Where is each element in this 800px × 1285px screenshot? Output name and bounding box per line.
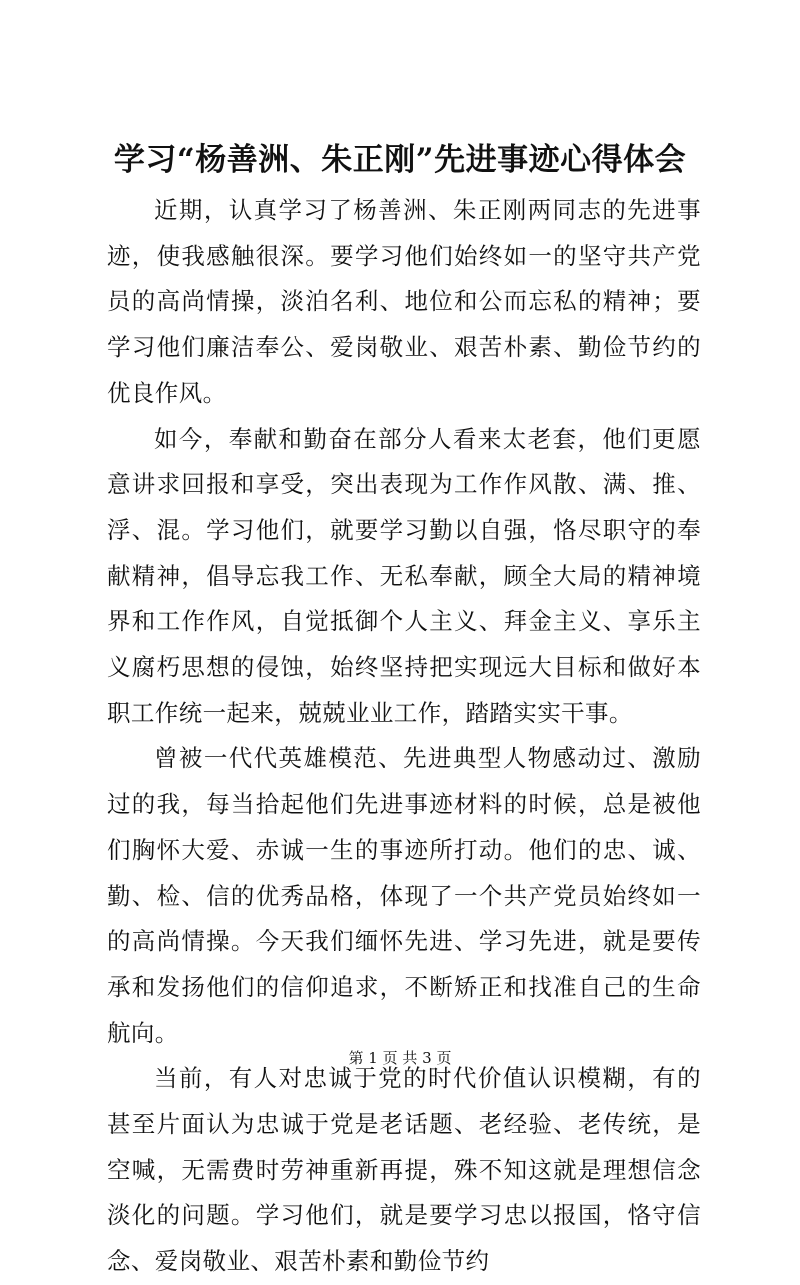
- paragraph-2: 如今，奉献和勤奋在部分人看来太老套，他们更愿意讲求回报和享受，突出表现为工作作风散、满、推、浮、混。学习他们，就要学习勤以自强，恪尽职守的奉献精神，倡导忘我工作、无私奉献，顾全大局的精神境界和工作作风，自觉抵御个人主义、拜金主义、享乐主义腐朽思想的侵蚀，始终坚持把实现远大目标和做好本职工作统一起来，兢兢业业工作，踏踏实实干事。: [107, 424, 701, 727]
- document-body: [107, 188, 701, 1285]
- paragraph-1: 近期，认真学习了杨善洲、朱正刚两同志的先进事迹，使我感触很深。要学习他们始终如一的坚守共产党员的高尚情操，淡泊名利、地位和公而忘私的精神；要学习他们廉洁奉公、爱岗敬业、艰苦朴素、勤俭节约的优良作风。: [107, 196, 701, 407]
- document-title: 学习“杨善洲、朱正刚”先进事迹心得体会: [113, 142, 687, 178]
- paragraph-3: 曾被一代代英雄模范、先进典型人物感动过、激励过的我，每当拾起他们先进事迹材料的时候，总是被他们胸怀大爱、赤诚一生的事迹所打动。他们的忠、诚、勤、检、信的优秀品格，体现了一个共产党员始终如一的高尚情操。今天我们缅怀先进、学习先进，就是要传承和发扬他们的信仰追求，不断矫正和找准自己的生命航向。: [107, 744, 701, 1047]
- page-number-label: 第 1 页 共 3 页: [348, 1049, 452, 1067]
- page-footer: [0, 1048, 800, 1068]
- paragraph-4: 当前，有人对忠诚于党的时代价值认识模糊，有的甚至片面认为忠诚于党是老话题、老经验、老传统，是空喊，无需费时劳神重新再提，殊不知这就是理想信念淡化的问题。学习他们，就是要学习忠以报国，恪守信念、爱岗敬业、艰苦朴素和勤俭节约: [107, 1064, 701, 1276]
